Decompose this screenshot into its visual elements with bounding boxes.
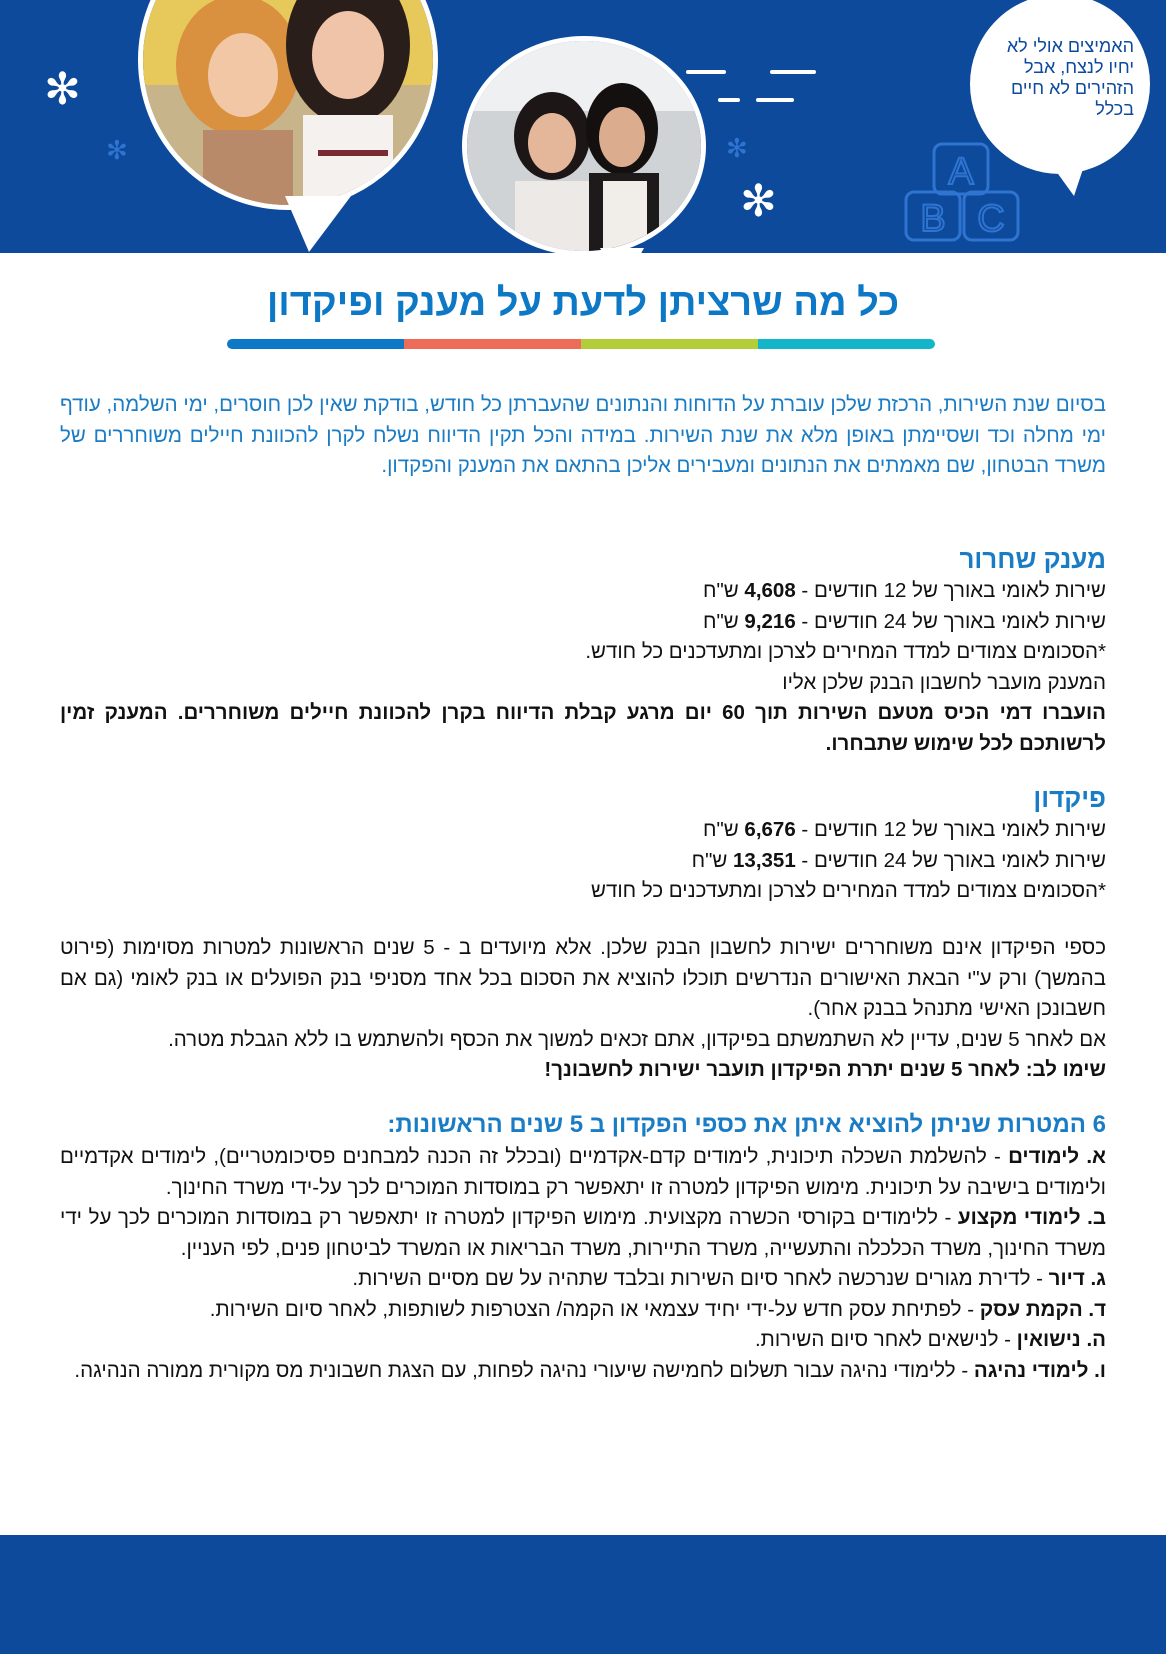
purpose-item (60, 1295, 1106, 1326)
purpose-text: - לדירת מגורים שנרכשה לאחר סיום השירות ובלבד שתהיה על שם מסיים השירות. (352, 1267, 1049, 1290)
grant-line (60, 607, 1106, 638)
purpose-item (60, 1264, 1106, 1295)
header-banner (0, 0, 1166, 253)
deposit-line (60, 846, 1106, 877)
deposit-line-text: שירות לאומי באורך של 12 חודשים - (795, 818, 1106, 841)
intro-paragraph (60, 390, 1106, 482)
deposit-line (60, 815, 1106, 846)
footer-band (0, 1535, 1166, 1654)
sparkle-icon: ✻ (44, 64, 81, 115)
bar-segment (581, 339, 758, 349)
bubble-tail (285, 196, 351, 252)
currency-label: ש"ח (702, 818, 745, 841)
attention-text: לאחר 5 שנים יתרת הפיקדון תועבר ישירות לחשבונך! (544, 1058, 1026, 1081)
deposit-amount: 6,676 (744, 818, 796, 841)
deposit-amount: 13,351 (733, 848, 796, 872)
sparkle-icon: ✻ (726, 134, 748, 164)
purpose-label: ו. לימודי נהיגה (973, 1358, 1106, 1382)
abc-blocks-icon (902, 140, 1026, 244)
photo-placeholder-icon (143, 0, 433, 205)
photo-two-girls (138, 0, 438, 210)
grant-section (60, 542, 1106, 759)
deposit-paragraph: כספי הפיקדון אינם משוחררים ישירות לחשבון הבנק שלכן. אלא מיועדים ב - 5 שנים הראשונות למטרות מסוימות (פירוט בהמשך) ורק ע"י הבאת האישורים הנדרשים תוכלו להוציא את הסכום בכל אחד מסניפי בנק הפועלים או בנק לאומי (גם אם חשבונכן האישי מתנהל בבנק אחר). (60, 936, 1106, 1020)
purpose-label: א. לימודים (1008, 1145, 1106, 1168)
grant-line (60, 576, 1106, 607)
decorative-dash (756, 98, 794, 102)
photo-mother-daughter (462, 36, 706, 253)
purpose-label: ה. נישואין (1016, 1328, 1106, 1351)
abc-letter-c: C (977, 198, 1005, 240)
purpose-item (60, 1142, 1106, 1203)
bar-segment (758, 339, 935, 349)
purpose-label: ב. לימודי מקצוע (957, 1206, 1106, 1229)
purpose-item (60, 1203, 1106, 1264)
bar-segment (404, 339, 581, 349)
purposes-heading: 6 המטרות שניתן להוציא איתן את כספי הפקדון ב 5 שנים הראשונות: (387, 1111, 1106, 1138)
abc-letter-a: A (948, 151, 974, 193)
currency-label: ש"ח (702, 579, 745, 602)
grant-amount: 4,608 (744, 579, 796, 602)
decorative-dash (718, 98, 740, 102)
header-quote: האמיצים אולי לא יחיו לנצח, אבל הזהירים לא חיים בכלל (1006, 36, 1134, 119)
bar-segment (227, 339, 404, 349)
deposit-heading: פיקדון (1033, 783, 1106, 813)
grant-bold-note: הועברו דמי הכיס מטעם השירות תוך 60 יום מרגע קבלת הדיווח בקרן להכוונת חיילים משוחררים. המענק זמין לרשותכם לכל שימוש שתבחרו. (60, 701, 1106, 755)
attention-label: שימו לב: (1025, 1058, 1106, 1081)
grant-transfer: המענק מועבר לחשבון הבנק שלכן אליו (782, 670, 1106, 694)
grant-line-text: שירות לאומי באורך של 24 חודשים - (795, 609, 1106, 633)
purpose-text: - ללימודי נהיגה עבור תשלום לחמישה שיעורי נהיגה לפחות, עם הצגת חשבונית מס מקורית ממורה הנהיגה. (74, 1358, 974, 1382)
currency-label: ש"ח (691, 848, 734, 872)
decorative-dash (686, 70, 726, 74)
title-color-bar (227, 339, 935, 349)
intro-text: בסיום שנת השירות, הרכזת שלכן עוברת על הדוחות והנתונים שהעברתן כל חודש, בודקת שאין לכן חוסרים, ימי השלמה, עודף ימי מחלה וכד ושסיימתן באופן מלא את שנת השירות. במידה והכל תקין הדיווח נשלח לקרן להכוונת חיילים משוחררים של משרד הבטחון, שם מאמתים את הנתונים ומעבירים אליכן בהתאם את המענק והפקדון. (60, 393, 1106, 477)
bubble-tail (600, 248, 644, 253)
deposit-paragraph: אם לאחר 5 שנים, עדיין לא השתמשתם בפיקדון, אתם זכאים למשוך את הכסף ולהשתמש בו ללא הגבלת מטרה. (168, 1027, 1106, 1051)
sparkle-icon: ✻ (106, 136, 128, 166)
grant-line-text: שירות לאומי באורך של 12 חודשים - (795, 579, 1106, 602)
abc-letter-b: B (920, 198, 946, 240)
currency-label: ש"ח (702, 609, 745, 633)
purpose-item (60, 1325, 1106, 1356)
purpose-text: - ללימודים בקורסי הכשרה מקצועית. מימוש הפיקדון למטרה זו יתאפשר רק במוסדות המוכרים לכך על ידי משרד החינוך, משרד הכלכלה והתעשייה, משרד התיירות, משרד הבריאות או המשרד לביטחון פנים, לפי העניין. (60, 1206, 1106, 1260)
deposit-details (60, 933, 1106, 1086)
grant-amount: 9,216 (744, 609, 796, 633)
purpose-text: - לפתיחת עסק חדש על-ידי יחיד עצמאי או הקמה/ הצטרפות לשותפות, לאחר סיום השירות. (209, 1297, 980, 1321)
deposit-note: *הסכומים צמודים למדד המחירים לצרכן ומתעדכנים כל חודש (591, 879, 1106, 902)
bubble-tail (1048, 160, 1086, 196)
deposit-line-text: שירות לאומי באורך של 24 חודשים - (795, 848, 1106, 872)
grant-note: *הסכומים צמודים למדד המחירים לצרכן ומתעדכנים כל חודש. (585, 640, 1106, 663)
purposes-section (60, 1108, 1106, 1386)
deposit-attention (60, 1055, 1106, 1086)
grant-heading: מענק שחרור (959, 544, 1106, 574)
purpose-text: - להשלמת השכלה תיכונית, לימודים קדם-אקדמיים (ובכלל זה הכנה למבחנים פסיכומטריים), לימודים אקדמיים ולימודים בישיבה על תיכונית. מימוש הפיקדון למטרה זו יתאפשר רק במוסדות המוכרים לכך על-ידי משרד החינוך. (60, 1145, 1106, 1199)
purpose-text: - לנישאים לאחר סיום השירות. (754, 1328, 1017, 1351)
deposit-section (60, 781, 1106, 907)
sparkle-icon: ✻ (740, 176, 777, 227)
purpose-label: ד. הקמת עסק (979, 1297, 1106, 1321)
page-title: כל מה שרציתן לדעת על מענק ופיקדון (266, 282, 900, 324)
purpose-label: ג. דיור (1048, 1267, 1106, 1290)
purpose-item (60, 1356, 1106, 1387)
decorative-dash (770, 70, 816, 74)
photo-placeholder-icon (467, 41, 701, 251)
